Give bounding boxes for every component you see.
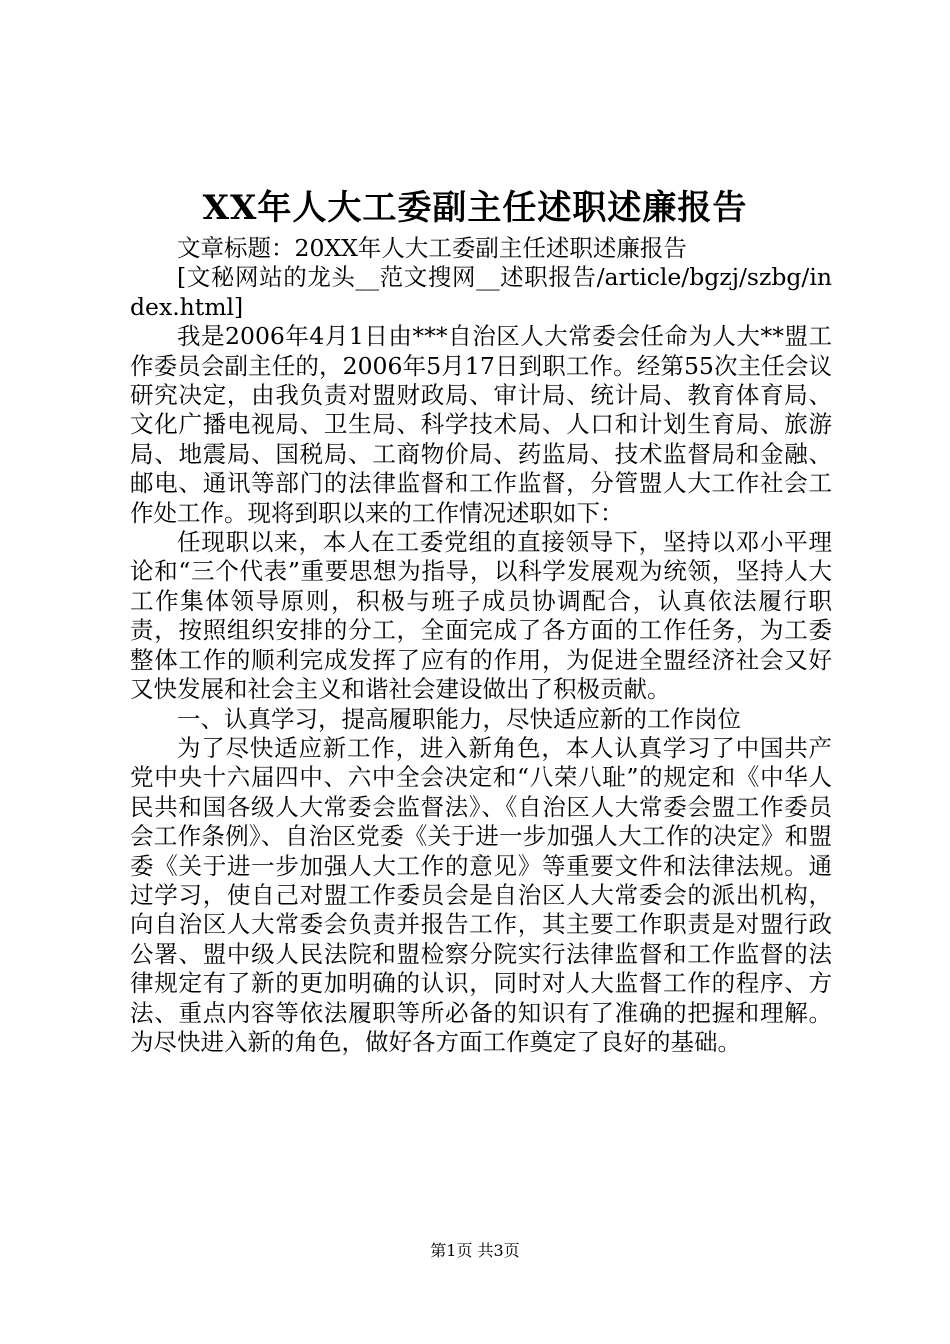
summary-paragraph: 任现职以来，本人在工委党组的直接领导下，坚持以邓小平理论和“三个代表”重要思想为指导，以科学发展观为统领，坚持人大工作集体领导原则，积极与班子成员协调配合，认真依法履行职责，按照组织安排的分工，全面完成了各方面的工作任务，为工委整体工作的顺利完成发挥了应有的作用，为促进全盟经济社会又好又快发展和社会主义和谐社会建设做出了积极贡献。 [130,528,832,704]
source-link-line: [文秘网站的龙头__范文搜网__述职报告/article/bgzj/szbg/index.html] [130,263,832,321]
document-body [130,234,832,1057]
article-title-line: 文章标题：20XX年人大工委副主任述职述廉报告 [177,234,687,262]
intro-paragraph: 我是2006年4月1日由***自治区人大常委会任命为人大**盟工作委员会副主任的，2006年5月17日到职工作。经第55次主任会议研究决定，由我负责对盟财政局、审计局、统计局、教育体育局、文化广播电视局、卫生局、科学技术局、人口和计划生育局、旅游局、地震局、国税局、工商物价局、药监局、技术监督局和金融、邮电、通讯等部门的法律监督和工作监督，分管盟人大工作社会工作处工作。现将到职以来的工作情况述职如下： [130,322,832,527]
page-footer: 第1页 共3页 [430,1241,520,1260]
study-paragraph: 为了尽快适应新工作，进入新角色，本人认真学习了中国共产党中央十六届四中、六中全会决定和“八荣八耻”的规定和《中华人民共和国各级人大常委会监督法》、《自治区人大常委会盟工作委员会工作条例》、自治区党委《关于进一步加强人大工作的决定》和盟委《关于进一步加强人大工作的意见》等重要文件和法律法规。通过学习，使自己对盟工作委员会是自治区人大常委会的派出机构，向自治区人大常委会负责并报告工作，其主要工作职责是对盟行政公署、盟中级人民法院和盟检察分院实行法律监督和工作监督的法律规定有了新的更加明确的认识，同时对人大监督工作的程序、方法、重点内容等依法履职等所必备的知识有了准确的把握和理解。为尽快进入新的角色，做好各方面工作奠定了良好的基础。 [130,733,832,1056]
document-title: XX年人大工委副主任述职述廉报告 [202,188,748,228]
section-heading-1: 一、认真学习，提高履职能力，尽快适应新的工作岗位 [177,704,741,733]
